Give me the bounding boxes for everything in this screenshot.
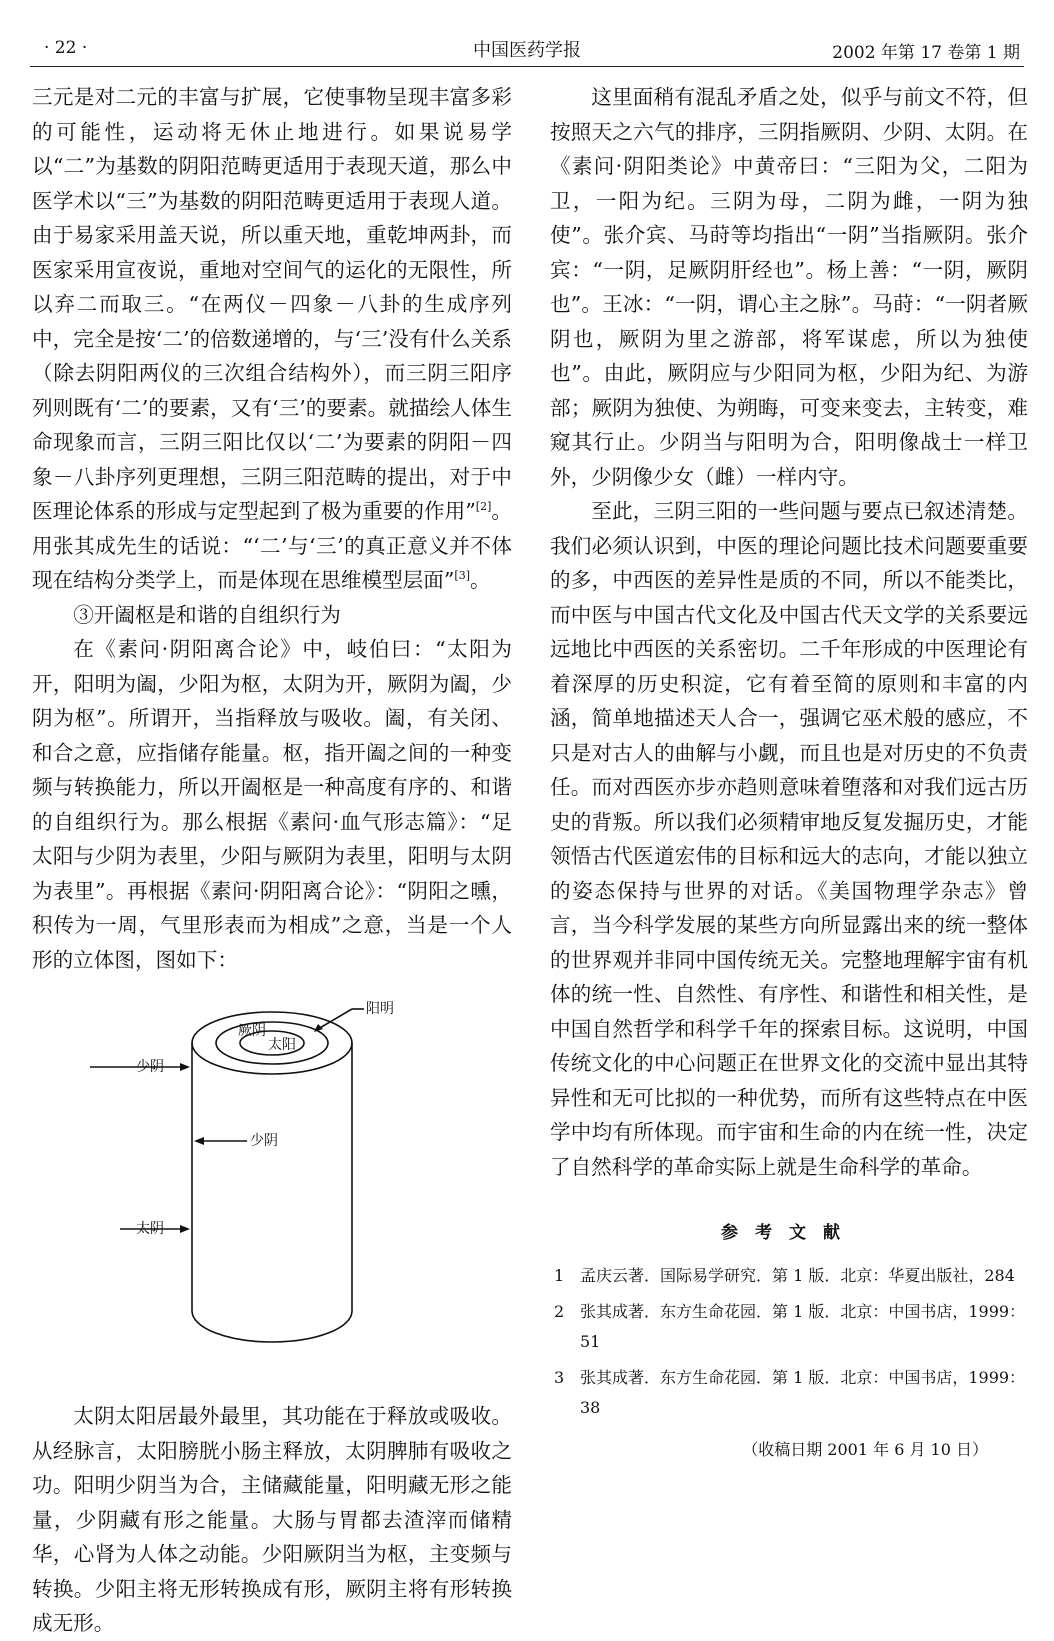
running-header xyxy=(30,36,1024,67)
reference-item xyxy=(550,1261,1028,1291)
paragraph xyxy=(32,80,512,598)
label-jueyin: 厥阴 xyxy=(238,1023,266,1039)
citation: [2] xyxy=(475,500,492,514)
reference-number: 3 xyxy=(554,1367,565,1387)
paragraph-text: 三元是对二元的丰富与扩展，它使事物呈现丰富多彩的可能性，运动将无休止地进行。如果说易学以“二”为基数的阴阳范畴更适用于表现天道，那么中医学术以“三”为基数的阴阳范畴更适用于表现人道。由于易家采用盖天说，所以重天地，重乾坤两卦，而医家采用宣夜说，重地对空间气的运化的无限性，所以弃二而取三。“在两仪－四象－八卦的生成序列中，完全是按‘二’的倍数递增的，与‘三’没有什么关系（除去阴阳两仪的三次组合结构外），而三阴三阳序列则既有‘二’的要素，又有‘三’的要素。就描绘人体生命现象而言，三阴三阳比仅以‘二’为要素的阴阳－四象－八卦序列更理想，三阴三阳范畴的提出，对于中医理论体系的形成与定型起到了极为重要的作用” xyxy=(32,85,512,523)
paragraph: 在《素问·阴阳离合论》中，岐伯曰：“太阳为开，阳明为阖，少阳为枢，太阴为开，厥阴为阖，少阴为枢”。所谓开，当指释放与吸收。阖，有关闭、和合之意，应指储存能量。枢，指开阖之间的一种变频与转换能力，所以开阖枢是一种高度有序的、和谐的自组织行为。那么根据《素问·血气形志篇》：“足太阳与少阴为表里，少阳与厥阴为表里，阳明与太阴为表里”。再根据《素问·阴阳离合论》：“阴阳之曛，积传为一周，气里形表而为相成”之意，当是一个人形的立体图，图如下： xyxy=(32,637,512,972)
cylinder-figure xyxy=(32,979,512,1399)
reference-text: 张其成著．东方生命花园．第 1 版．北京：中国书店，1999：51 xyxy=(580,1301,1026,1351)
reference-text: 张其成著．东方生命花园．第 1 版．北京：中国书店，1999：38 xyxy=(580,1367,1026,1417)
label-shaoyin-right: 少阴 xyxy=(250,1133,278,1149)
paragraph: 至此，三阴三阳的一些问题与要点已叙述清楚。我们必须认识到，中医的理论问题比技术问题要重要的多，中西医的差异性是质的不同，所以不能类比，而中医与中国古代文化及中国古代天文学的关系要远远地比中西医的关系密切。二千年形成的中医理论有着深厚的历史积淀，它有着至简的原则和丰富的内涵，简单地描述天人合一，强调它巫术般的感应，不只是对古人的曲解与小觑，而且也是对历史的不负责任。而对西医亦步亦趋则意味着堕落和对我们远古历史的背叛。所以我们必须精审地反复发掘历史，才能领悟古代医道宏伟的目标和远大的志向，才能以独立的姿态保持与世界的对话。《美国物理学杂志》曾言，当今科学发展的某些方向所显露出来的统一整体的世界观并非同中国传统无关。完整地理解宇宙有机体的统一性、自然性、有序性、和谐性和相关性，是中国自然哲学和科学千年的探索目标。这说明，中国传统文化的中心问题正在世界文化的交流中显出其特异性和无可比拟的一种优势，而所有这些特点在中医学中均有所体现。而宇宙和生命的内在统一性，决定了自然科学的革命实际上就是生命科学的革命。 xyxy=(550,499,1028,1179)
label-taiyin-left: 太阴 xyxy=(136,1221,164,1237)
references-list xyxy=(550,1261,1028,1423)
page-number: · 22 · xyxy=(44,38,88,58)
journal-title: 中国医药学报 xyxy=(473,40,581,61)
reference-number: 2 xyxy=(554,1301,565,1321)
paragraph-text: 。用张其成先生的话说：“‘二’与‘三’的真正意义并不体现在结构分类学上，而是体现在思维模型层面” xyxy=(32,499,513,592)
left-column xyxy=(32,80,512,1641)
paragraph-text: 。 xyxy=(470,568,491,592)
paragraph: 这里面稍有混乱矛盾之处，似乎与前文不符，但按照天之六气的排序，三阴指厥阴、少阴、太阴。在《素问·阴阳类论》中黄帝曰：“三阳为父，二阳为卫，一阳为纪。三阴为母，二阴为雌，一阴为独使”。张介宾、马莳等均指出“一阴”当指厥阴。张介宾：“一阴，足厥阴肝经也”。杨上善：“一阴，厥阴也”。王冰：“一阴，谓心主之脉”。马莳：“一阴者厥阴也，厥阴为里之游部，将军谋虑，所以为独使也”。由此，厥阴应与少阳同为枢，少阳为纪、为游部；厥阴为独使、为朔晦，可变来变去，主转变，难窥其行止。少阴当与阳明为合，阳明像战士一样卫外，少阴像少女（雌）一样内守。 xyxy=(550,85,1028,489)
reference-text: 孟庆云著．国际易学研究．第 1 版．北京：华夏出版社，284 xyxy=(580,1265,1015,1285)
issue-info: 2002 年第 17 卷第 1 期 xyxy=(832,43,1020,63)
citation: [3] xyxy=(454,569,470,583)
references-heading: 参考文献 xyxy=(721,1223,857,1243)
reference-item xyxy=(550,1363,1028,1423)
label-yangming: 阳明 xyxy=(366,1001,394,1017)
label-inner-taiyang: 太阳 xyxy=(268,1037,296,1053)
paragraph: 太阴太阳居最外最里，其功能在于释放或吸收。从经脉言，太阳膀胱小肠主释放，太阴脾肺有吸收之功。阳明少阴当为合，主储藏能量，阳明藏无形之能量，少阴藏有形之能量。大肠与胃都去渣滓而储精华，心肾为人体之动能。少阳厥阴当为枢，主变频与转换。少阳主将无形转换成有形，厥阴主将有形转换成无形。 xyxy=(32,1404,512,1635)
section-subheading: ③开阖枢是和谐的自组织行为 xyxy=(73,602,341,627)
reference-item xyxy=(550,1297,1028,1357)
reference-number: 1 xyxy=(554,1265,565,1285)
right-column xyxy=(550,80,1028,1467)
received-date: （收稿日期 2001 年 6 月 10 日） xyxy=(742,1439,988,1459)
label-shaoyin-left: 少阴 xyxy=(136,1059,164,1075)
